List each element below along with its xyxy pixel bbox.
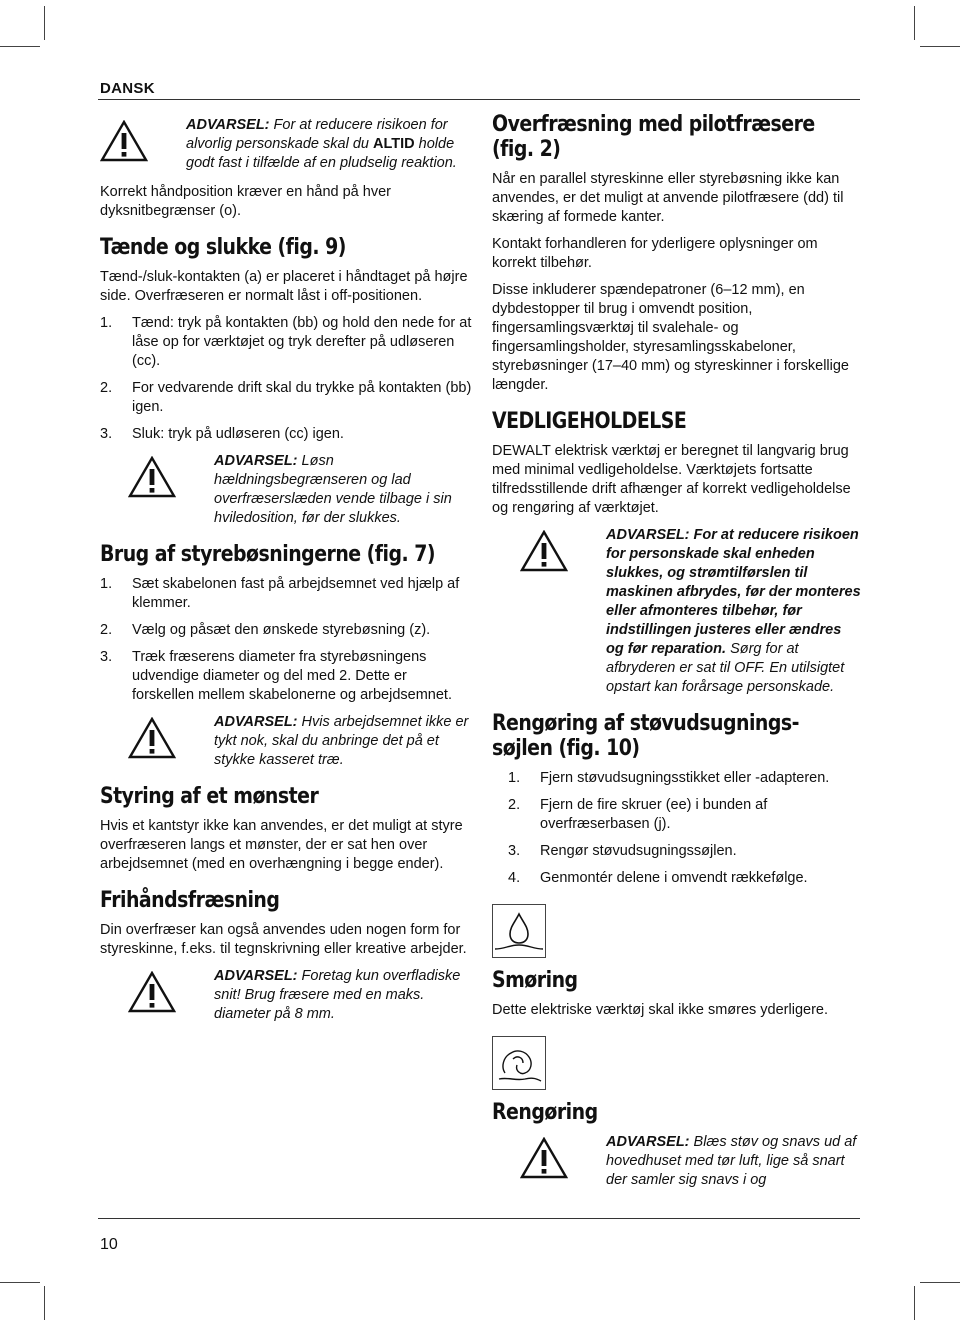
crop-mark bbox=[920, 1282, 960, 1283]
section-heading: Styring af et mønster bbox=[100, 784, 319, 809]
warning-block bbox=[100, 116, 472, 173]
list-item: 3. Sluk: tryk på udløseren (cc) igen. bbox=[100, 426, 344, 442]
list-item: 1. Fjern støvudsugningsstikket eller -adapteren. bbox=[508, 770, 830, 786]
warning-text: ADVARSEL: For at reducere risikoen for alvorlig personskade skal du ALTID holde godt fast i tilfælde af en pludselig reaktion. bbox=[186, 117, 457, 171]
warning-block bbox=[492, 1133, 862, 1190]
section-heading: Rengøring af støvudsugnings-søjlen (fig. 10) bbox=[492, 711, 799, 761]
warning-block bbox=[492, 526, 862, 697]
section-heading: Rengøring bbox=[492, 1100, 598, 1125]
list-item: 3. Træk fræserens diameter fra styrebøsningens udvendige diameter og del med 2. Dette er forskellen mellem skabelonerne og arbejdsemnet. bbox=[100, 649, 452, 703]
page-number: 10 bbox=[100, 1236, 118, 1253]
header-rule bbox=[98, 99, 860, 100]
list-item: 1. Tænd: tryk på kontakten (bb) og hold den nede for at låse op for værktøjet og tryk derefter på udløseren (cc). bbox=[100, 315, 472, 369]
warning-triangle-icon bbox=[492, 1133, 606, 1179]
right-column bbox=[492, 112, 862, 1200]
list-item: 3. Rengør støvudsugningssøjlen. bbox=[508, 843, 737, 859]
list-item: 2. Fjern de fire skruer (ee) i bunden af overfræserbasen (j). bbox=[508, 797, 768, 832]
warning-block bbox=[100, 713, 472, 770]
left-column bbox=[100, 112, 472, 1034]
language-header: DANSK bbox=[100, 80, 155, 97]
warning-text: ADVARSEL: Løsn hældningsbegrænseren og lad overfræserslæden vende tilbage i sin hviledosition, før der slukkes. bbox=[214, 453, 452, 526]
warning-text: ADVARSEL: For at reducere risikoen for personskade skal enheden slukkes, og strømtilførslen til maskinen afbrydes, før der monteres eller afmonteres tilbehør, før indstillingen justeres eller ændres og før reparation. Sørg for at afbryderen er sat til OFF. En utilsigtet opstart kan forårsage personskade. bbox=[606, 527, 861, 695]
crop-mark bbox=[44, 1286, 45, 1320]
warning-triangle-icon bbox=[100, 452, 214, 498]
warning-text: ADVARSEL: Hvis arbejdsemnet ikke er tykt nok, skal du anbringe det på et stykke kasseret træ. bbox=[214, 714, 469, 768]
list-item: 4. Genmontér delene i omvendt rækkefølge. bbox=[508, 870, 808, 886]
warning-text: ADVARSEL: Blæs støv og snavs ud af hovedhuset med tør luft, lige så snart der samler sig snavs i og bbox=[606, 1134, 857, 1188]
steps-list bbox=[100, 314, 472, 444]
steps-list bbox=[100, 575, 472, 705]
paragraph: Tænd-/sluk-kontakten (a) er placeret i håndtaget på højre side. Overfræseren er normalt låst i off-positionen. bbox=[100, 269, 468, 304]
paragraph: DEWALT elektrisk værktøj er beregnet til langvarig brug med minimal vedligeholdelse. Værktøjets fortsatte tilfredsstillende drift afhænger af korrekt vedligeholdelse og rengøring af værktøjet. bbox=[492, 443, 851, 516]
warning-triangle-icon bbox=[492, 526, 606, 572]
section-heading: Overfræsning med pilotfræsere (fig. 2) bbox=[492, 112, 815, 162]
paragraph: Dette elektriske værktøj skal ikke smøres yderligere. bbox=[492, 1002, 828, 1018]
section-heading: Tænde og slukke (fig. 9) bbox=[100, 235, 346, 260]
paragraph: Når en parallel styreskinne eller styrebøsning ikke kan anvendes, er det muligt at anvende pilotfræsere (dd) til skæring af formede kanter. bbox=[492, 171, 844, 225]
crop-mark bbox=[920, 46, 960, 47]
section-heading: Brug af styrebøsningerne (fig. 7) bbox=[100, 542, 436, 567]
crop-mark bbox=[914, 1286, 915, 1320]
list-item: 1. Sæt skabelonen fast på arbejdsemnet ved hjælp af klemmer. bbox=[100, 576, 460, 611]
crop-mark bbox=[44, 6, 45, 40]
warning-block bbox=[100, 452, 472, 528]
paragraph: Korrekt håndposition kræver en hånd på hver dyksnitbegrænser (o). bbox=[100, 184, 391, 219]
warning-triangle-icon bbox=[100, 713, 214, 759]
warning-block bbox=[100, 967, 472, 1024]
paragraph: Kontakt forhandleren for yderligere oplysninger om korrekt tilbehør. bbox=[492, 236, 818, 271]
paragraph: Din overfræser kan også anvendes uden nogen form for styreskinne, f.eks. til tegnskrivning eller kreative arbejder. bbox=[100, 922, 467, 957]
warning-triangle-icon bbox=[100, 116, 186, 162]
section-heading: Frihåndsfræsning bbox=[100, 888, 280, 913]
warning-text: ADVARSEL: Foretag kun overfladiske snit! Brug fræsere med en maks. diameter på 8 mm. bbox=[214, 968, 461, 1022]
warning-triangle-icon bbox=[100, 967, 214, 1013]
list-item: 2. Vælg og påsæt den ønskede styrebøsning (z). bbox=[100, 622, 431, 638]
steps-list bbox=[492, 769, 862, 888]
section-heading: Smøring bbox=[492, 968, 578, 993]
oil-drop-icon bbox=[492, 904, 546, 958]
cleaning-cloth-icon bbox=[492, 1036, 546, 1090]
paragraph: Hvis et kantstyr ikke kan anvendes, er det muligt at styre overfræseren langs et mønster, der er sat hen over arbejdsemnet (med en overhængning i begge ender). bbox=[100, 818, 463, 872]
list-item: 2. For vedvarende drift skal du trykke på kontakten (bb) igen. bbox=[100, 380, 472, 415]
section-heading: VEDLIGEHOLDELSE bbox=[492, 409, 687, 434]
paragraph: Disse inkluderer spændepatroner (6–12 mm), en dybdestopper til brug i omvendt position, fingersamlingsværktøj til svalehale- og fingersamlingsholder, styresamlingsskabeloner, styrebøsninger (17–40 mm) og styreskinner i forskellige længder. bbox=[492, 282, 849, 393]
crop-mark bbox=[0, 46, 40, 47]
footer-rule bbox=[98, 1218, 860, 1219]
crop-mark bbox=[914, 6, 915, 40]
crop-mark bbox=[0, 1282, 40, 1283]
